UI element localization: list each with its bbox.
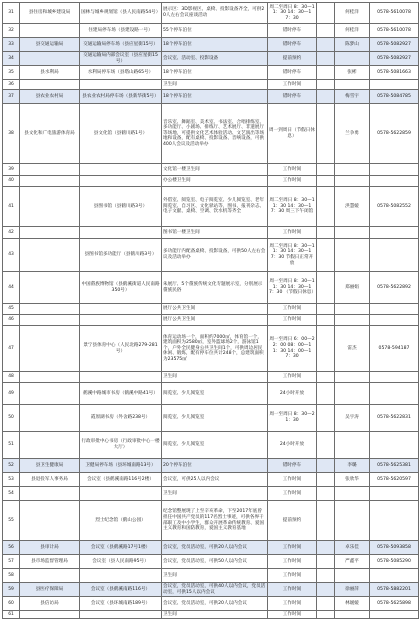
table-row: [3, 459, 419, 473]
table-row: [3, 473, 419, 487]
contact-person: [335, 611, 370, 619]
department-name: 县市场监督管理局: [20, 555, 80, 569]
contact-person: [335, 80, 370, 90]
facility-description: 18个停车泊位: [162, 90, 268, 104]
department-name: [20, 52, 80, 66]
contact-phone: [370, 372, 419, 383]
contact-phone: [370, 569, 419, 583]
opening-time: 工作时间: [268, 372, 317, 383]
facility-description: 阅览室、少儿阅览室: [162, 432, 268, 459]
service-mode: [317, 405, 335, 432]
contact-phone: [370, 383, 419, 405]
opening-time: 24小时开放: [268, 432, 317, 459]
facility-description: 会议室，党员活动室，可供40人以内会议，党员活动室，可供15人以内会议: [162, 583, 268, 597]
department-name: [20, 24, 80, 38]
table-row: [3, 272, 419, 304]
venue-name: [80, 164, 162, 176]
department-name: 县文化和广电旅游体育局: [20, 104, 80, 164]
opening-time: 工作时间: [268, 80, 317, 90]
service-mode: [317, 176, 335, 187]
facility-description: 展厅公共卫生间: [162, 315, 268, 326]
facility-description: 办公楼卫生间: [162, 176, 268, 187]
service-mode: [317, 272, 335, 304]
department-name: [20, 272, 80, 304]
department-name: [20, 176, 80, 187]
facility-description: 20个停车泊位: [162, 459, 268, 473]
department-name: [20, 487, 80, 501]
venue-name: [80, 176, 162, 187]
opening-time: 错时停车: [268, 459, 317, 473]
service-mode: [317, 52, 335, 66]
department-name: [20, 304, 80, 315]
facility-description: 卫生间: [162, 80, 268, 90]
opening-time: 工作时间: [268, 227, 317, 239]
facility-description: 多功能厅内配备桌椅、投影设备，可供50人左右会议及活动举办: [162, 239, 268, 272]
venue-name: 会议室（县鹤溪路17号1楼）: [80, 541, 162, 555]
row-number: 44: [3, 272, 20, 304]
opening-time: 工作时间: [268, 176, 317, 187]
opening-time: 工作时间: [268, 164, 317, 176]
service-mode: [317, 501, 335, 541]
opening-time: 错时停车: [268, 38, 317, 52]
opening-time: 周一至周日 8：30—11：30 14：30—17：30 （节假日休息）: [268, 272, 317, 304]
service-mode: [317, 187, 335, 227]
service-mode: [317, 383, 335, 405]
row-number: 51: [3, 432, 20, 459]
service-mode: [317, 611, 335, 619]
facility-description: 卫生间: [162, 611, 268, 619]
facility-description: 卫生间: [162, 372, 268, 383]
venue-name: 交通运输局内部会议室（县应星街15号）: [80, 52, 162, 66]
contact-phone: 0578-5882201: [370, 583, 419, 597]
row-number: 55: [3, 501, 20, 541]
row-number: 50: [3, 405, 20, 432]
contact-person: 张彬: [335, 66, 370, 80]
venue-name: 国林与城乡规划馆（县人民南路54号）: [80, 3, 162, 24]
facility-description: 卫生间: [162, 569, 268, 583]
row-number: 54: [3, 487, 20, 501]
venue-name: 住建局停车场（县建设路一号）: [80, 24, 162, 38]
row-number: 60: [3, 597, 20, 611]
contact-phone: [370, 487, 419, 501]
opening-time: 错时停车: [268, 66, 317, 80]
service-mode: [317, 487, 335, 501]
facility-description: 会议室，可供25人以内会议: [162, 473, 268, 487]
opening-time: 周一至周日 6：00—22：00 08：00—11：30 14：00—17：30: [268, 326, 317, 372]
department-name: [20, 405, 80, 432]
contact-person: 梅雪宇: [335, 90, 370, 104]
department-name: [20, 239, 80, 272]
service-mode: [317, 432, 335, 459]
contact-phone: 0578-5082927: [370, 52, 419, 66]
table-row: [3, 555, 419, 569]
contact-phone: 0578-5620597: [370, 473, 419, 487]
row-number: 48: [3, 372, 20, 383]
venue-name: [80, 227, 162, 239]
contact-phone: [370, 176, 419, 187]
venue-name: 景宁县体育中心（人民北路279-281号）: [80, 326, 162, 372]
contact-person: 吴宇涛: [335, 405, 370, 432]
contact-person: 雷杰: [335, 326, 370, 372]
facility-description: 阅览室、少儿阅览室: [162, 383, 268, 405]
contact-phone: 0578-5622859: [370, 104, 419, 164]
venue-name: [80, 569, 162, 583]
row-number: 33: [3, 38, 20, 52]
department-name: 县水利局: [20, 66, 80, 80]
department-name: [20, 432, 80, 459]
service-mode: [317, 326, 335, 372]
service-mode: [317, 315, 335, 326]
table-row: [3, 164, 419, 176]
department-name: [20, 611, 80, 619]
contact-person: 张欣华: [335, 473, 370, 487]
contact-person: [335, 432, 370, 459]
table-row: [3, 227, 419, 239]
row-number: 47: [3, 326, 20, 372]
opening-time: 错时停车: [268, 90, 317, 104]
opening-time: 周二至周日 8：30—11：30 14：30—17：30 周三下午闭馆: [268, 187, 317, 227]
table-row: [3, 487, 419, 501]
contact-phone: [370, 315, 419, 326]
service-mode: [317, 583, 335, 597]
contact-phone: 0578-5622831: [370, 405, 419, 432]
facility-description: 音乐室、舞蹈室、美术室、书法室、合唱排练室、多功能厅、小剧场、排练厅、艺术展厅、非遗展厅等场地，可提供文化艺术体验活动、文艺演出等场地和设备，配有桌椅、投影设备、音响设备，可供400人会议及活动举办: [162, 104, 268, 164]
contact-phone: 0578-5082552: [370, 187, 419, 227]
table-row: [3, 541, 419, 555]
facility-description: 外借室、阅览室、电子阅览室、少儿阅览室、老年阅览室、自习区、文化驿站等，图书、报刊杂志、电子文献、桌椅、空调、饮水机等齐全: [162, 187, 268, 227]
department-name: 县交通运输局: [20, 38, 80, 52]
service-mode: [317, 90, 335, 104]
venue-name: 行政审批中心书房（行政审批中心一楼大厅）: [80, 432, 162, 459]
venue-name: 烈士纪念馆（鹤山公园）: [80, 501, 162, 541]
table-row: [3, 583, 419, 597]
service-mode: [317, 372, 335, 383]
table-row: [3, 176, 419, 187]
department-name: [20, 315, 80, 326]
row-number: 31: [3, 3, 20, 24]
venue-name: 会议室（县环城南路189号）: [80, 597, 162, 611]
contact-phone: [370, 164, 419, 176]
table-row: [3, 432, 419, 459]
table-row: [3, 104, 419, 164]
table-row: [3, 239, 419, 272]
opening-time: 工作时间: [268, 555, 317, 569]
venue-name: [80, 80, 162, 90]
row-number: 38: [3, 104, 20, 164]
service-mode: [317, 541, 335, 555]
service-mode: [317, 38, 335, 52]
contact-person: [335, 383, 370, 405]
service-mode: [317, 473, 335, 487]
opening-time: 周二至周日 8：30—11：30 14：30—17：30: [268, 3, 317, 24]
row-number: 42: [3, 227, 20, 239]
opening-time: 工作时间: [268, 487, 317, 501]
service-mode: [317, 459, 335, 473]
contact-phone: 0578-5610078: [370, 3, 419, 24]
department-name: [20, 164, 80, 176]
facility-description: 文化馆一楼卫生间: [162, 164, 268, 176]
department-name: [20, 372, 80, 383]
contact-phone: 0578-5625898: [370, 597, 419, 611]
service-mode: [317, 304, 335, 315]
table-row: [3, 24, 419, 38]
contact-person: 卓乐佳: [335, 541, 370, 555]
row-number: 35: [3, 66, 20, 80]
facility-description: 朱展厅、5个畲族传统文化专题展示室，分别展示畲族民俗: [162, 272, 268, 304]
contact-phone: [370, 80, 419, 90]
contact-person: [335, 227, 370, 239]
contact-person: 郑丽娟: [335, 272, 370, 304]
contact-phone: 0578-5082927: [370, 38, 419, 52]
table-row: [3, 38, 419, 52]
opening-time: 工作时间: [268, 541, 317, 555]
venue-name: [80, 315, 162, 326]
service-mode: [317, 597, 335, 611]
contact-phone: 0578-5081663: [370, 66, 419, 80]
contact-person: 徐丽萍: [335, 583, 370, 597]
venue-name: [80, 304, 162, 315]
service-mode: [317, 3, 335, 24]
table-row: [3, 315, 419, 326]
facility-description: 纪念馆整展现了上至辛亥革命，下至2017年底曾担任中国共产党员的117名烈士事迹，可供各界干部职工及中小学生，群众开展革命传统教育、爱国主义教育和国防教育，爱国主义教育基地: [162, 501, 268, 541]
table-row: [3, 326, 419, 372]
department-name: [20, 501, 80, 541]
venue-name: 鹤溪中路城市书房（鹤溪中路41号）: [80, 383, 162, 405]
service-mode: [317, 239, 335, 272]
contact-person: [335, 176, 370, 187]
contact-person: 严鑫平: [335, 555, 370, 569]
row-number: 53: [3, 473, 20, 487]
facility-table: [2, 2, 419, 619]
table-row: [3, 187, 419, 227]
contact-person: [335, 501, 370, 541]
table-row: [3, 569, 419, 583]
row-number: 39: [3, 164, 20, 176]
contact-person: [335, 239, 370, 272]
department-name: 县退役军人事务局: [20, 473, 80, 487]
facility-description: 卫生间: [162, 487, 268, 501]
department-name: 县卫生健康局: [20, 459, 80, 473]
service-mode: [317, 80, 335, 90]
row-number: 49: [3, 383, 20, 405]
contact-person: [335, 487, 370, 501]
row-number: 40: [3, 176, 20, 187]
contact-phone: 0578-5625381: [370, 459, 419, 473]
opening-time: 周一至周日 8：30—21：30: [268, 405, 317, 432]
table-row: [3, 66, 419, 80]
contact-person: [335, 372, 370, 383]
contact-person: [335, 304, 370, 315]
opening-time: 错时停车: [268, 24, 317, 38]
contact-person: 陈梦山: [335, 38, 370, 52]
facility-description: 会议室，党员活动室，可供50人以内会议: [162, 555, 268, 569]
contact-person: [335, 315, 370, 326]
facility-description: 18个停车泊位: [162, 66, 268, 80]
row-number: 57: [3, 555, 20, 569]
venue-name: 卫健局停车场（县环城南路13号）: [80, 459, 162, 473]
table-body: [3, 3, 419, 619]
row-number: 37: [3, 90, 20, 104]
facility-description: 会议室、活动室、投影设备: [162, 52, 268, 66]
opening-time: 工作时间: [268, 315, 317, 326]
department-name: [20, 326, 80, 372]
table-row: [3, 405, 419, 432]
opening-time: 工作时间: [268, 304, 317, 315]
opening-time: 24小时开放: [268, 383, 317, 405]
venue-name: 霞原湖书房（外舍路238号）: [80, 405, 162, 432]
row-number: 46: [3, 315, 20, 326]
row-number: 32: [3, 24, 20, 38]
opening-time: 工作时间: [268, 583, 317, 597]
contact-person: 兰争勇: [335, 104, 370, 164]
contact-phone: 0578-5084785: [370, 90, 419, 104]
department-name: [20, 569, 80, 583]
department-name: [20, 80, 80, 90]
table-row: [3, 372, 419, 383]
table-row: [3, 611, 419, 619]
contact-phone: 0578-5093858: [370, 541, 419, 555]
contact-phone: [370, 501, 419, 541]
table-row: [3, 501, 419, 541]
opening-time: 工作时间: [268, 597, 317, 611]
row-number: 52: [3, 459, 20, 473]
table-row: [3, 597, 419, 611]
department-name: [20, 227, 80, 239]
contact-person: 何桂洋: [335, 3, 370, 24]
opening-time: 工作时间: [268, 611, 317, 619]
facility-description: 阅览室、少儿阅览室: [162, 405, 268, 432]
table-row: [3, 90, 419, 104]
contact-phone: [370, 239, 419, 272]
department-name: [20, 187, 80, 227]
facility-description: 体育运动场一个，面积约7000㎡，体育馆一个，建筑面积为2580㎡，室外篮球场2个，游泳馆1个，户外全民健身公共卫生间1个，可供周边居民休闲、锻炼，配有停车位共计248个，总建筑面积为23575㎡: [162, 326, 268, 372]
contact-person: [335, 569, 370, 583]
contact-person: 洪慧媛: [335, 187, 370, 227]
venue-name: [80, 487, 162, 501]
department-name: 县审计局: [20, 541, 80, 555]
venue-name: 县农业农村局停车场（县新华街5号）: [80, 90, 162, 104]
contact-phone: 0578-5085290: [370, 555, 419, 569]
department-name: 县医疗保障局: [20, 583, 80, 597]
venue-name: 县文化馆（县鹤川路1号）: [80, 104, 162, 164]
opening-time: 周二至周日 8：30—11：30 14：30—17：30 节假日正常开放: [268, 239, 317, 272]
opening-time: 周一到周日（节假日休息）: [268, 104, 317, 164]
facility-description: 会议室、党员活动室，可供20人以内会议: [162, 597, 268, 611]
venue-name: 中国畲族博物馆（县鹤溪街道人民南路350号）: [80, 272, 162, 304]
contact-phone: 0578-594187: [370, 326, 419, 372]
contact-phone: [370, 304, 419, 315]
contact-person: 林媛媛: [335, 597, 370, 611]
service-mode: [317, 66, 335, 80]
service-mode: [317, 227, 335, 239]
service-mode: [317, 569, 335, 583]
contact-person: [335, 52, 370, 66]
service-mode: [317, 104, 335, 164]
contact-phone: [370, 611, 419, 619]
venue-name: [80, 372, 162, 383]
table-row: [3, 80, 419, 90]
row-number: 61: [3, 611, 20, 619]
table-row: [3, 52, 419, 66]
venue-name: 县图书馆（县鹤川路3号）: [80, 187, 162, 227]
row-number: 58: [3, 569, 20, 583]
department-name: 县信访局: [20, 597, 80, 611]
facility-description: 展厅公共卫生间: [162, 304, 268, 315]
venue-name: 会议室（县人民南路95号）: [80, 555, 162, 569]
row-number: 45: [3, 304, 20, 315]
facility-description: 55个停车泊位: [162, 24, 268, 38]
department-name: [20, 383, 80, 405]
service-mode: [317, 164, 335, 176]
venue-name: 会议室（县鹤溪南路116号）: [80, 583, 162, 597]
department-name: 县住房和城乡建设局: [20, 3, 80, 24]
contact-phone: 0578-5622892: [370, 272, 419, 304]
facility-description: 图书馆一楼卫生间: [162, 227, 268, 239]
opening-time: 工作时间: [268, 569, 317, 583]
facility-description: 18个停车泊位: [162, 38, 268, 52]
contact-person: 何桂洋: [335, 24, 370, 38]
row-number: 41: [3, 187, 20, 227]
venue-name: 会议室（县鹤溪南路116号2楼）: [80, 473, 162, 487]
opening-time: 提前预约: [268, 501, 317, 541]
row-number: 34: [3, 52, 20, 66]
service-mode: [317, 555, 335, 569]
facility-description: 展示区：3D影视区、桌椅、投影设备齐全，可供20人左右会议座谈活动: [162, 3, 268, 24]
department-name: 县农业农村局: [20, 90, 80, 104]
row-number: 43: [3, 239, 20, 272]
row-number: 59: [3, 583, 20, 597]
opening-time: 工作时间: [268, 473, 317, 487]
contact-phone: [370, 432, 419, 459]
opening-time: 提前预约: [268, 52, 317, 66]
contact-phone: 0578-5610078: [370, 24, 419, 38]
contact-phone: [370, 227, 419, 239]
table-row: [3, 3, 419, 24]
venue-name: [80, 611, 162, 619]
venue-name: 县图书馆多功能厅（县鹤川路3号）: [80, 239, 162, 272]
table-row: [3, 304, 419, 315]
venue-name: 水利局停车场（县塔山路65号）: [80, 66, 162, 80]
contact-person: 李璐: [335, 459, 370, 473]
venue-name: 交通运输局停车场（县应星街15号）: [80, 38, 162, 52]
table-row: [3, 383, 419, 405]
facility-description: 会议室，党员活动室，可供20人以内会议: [162, 541, 268, 555]
service-mode: [317, 24, 335, 38]
contact-person: [335, 164, 370, 176]
row-number: 56: [3, 541, 20, 555]
row-number: 36: [3, 80, 20, 90]
